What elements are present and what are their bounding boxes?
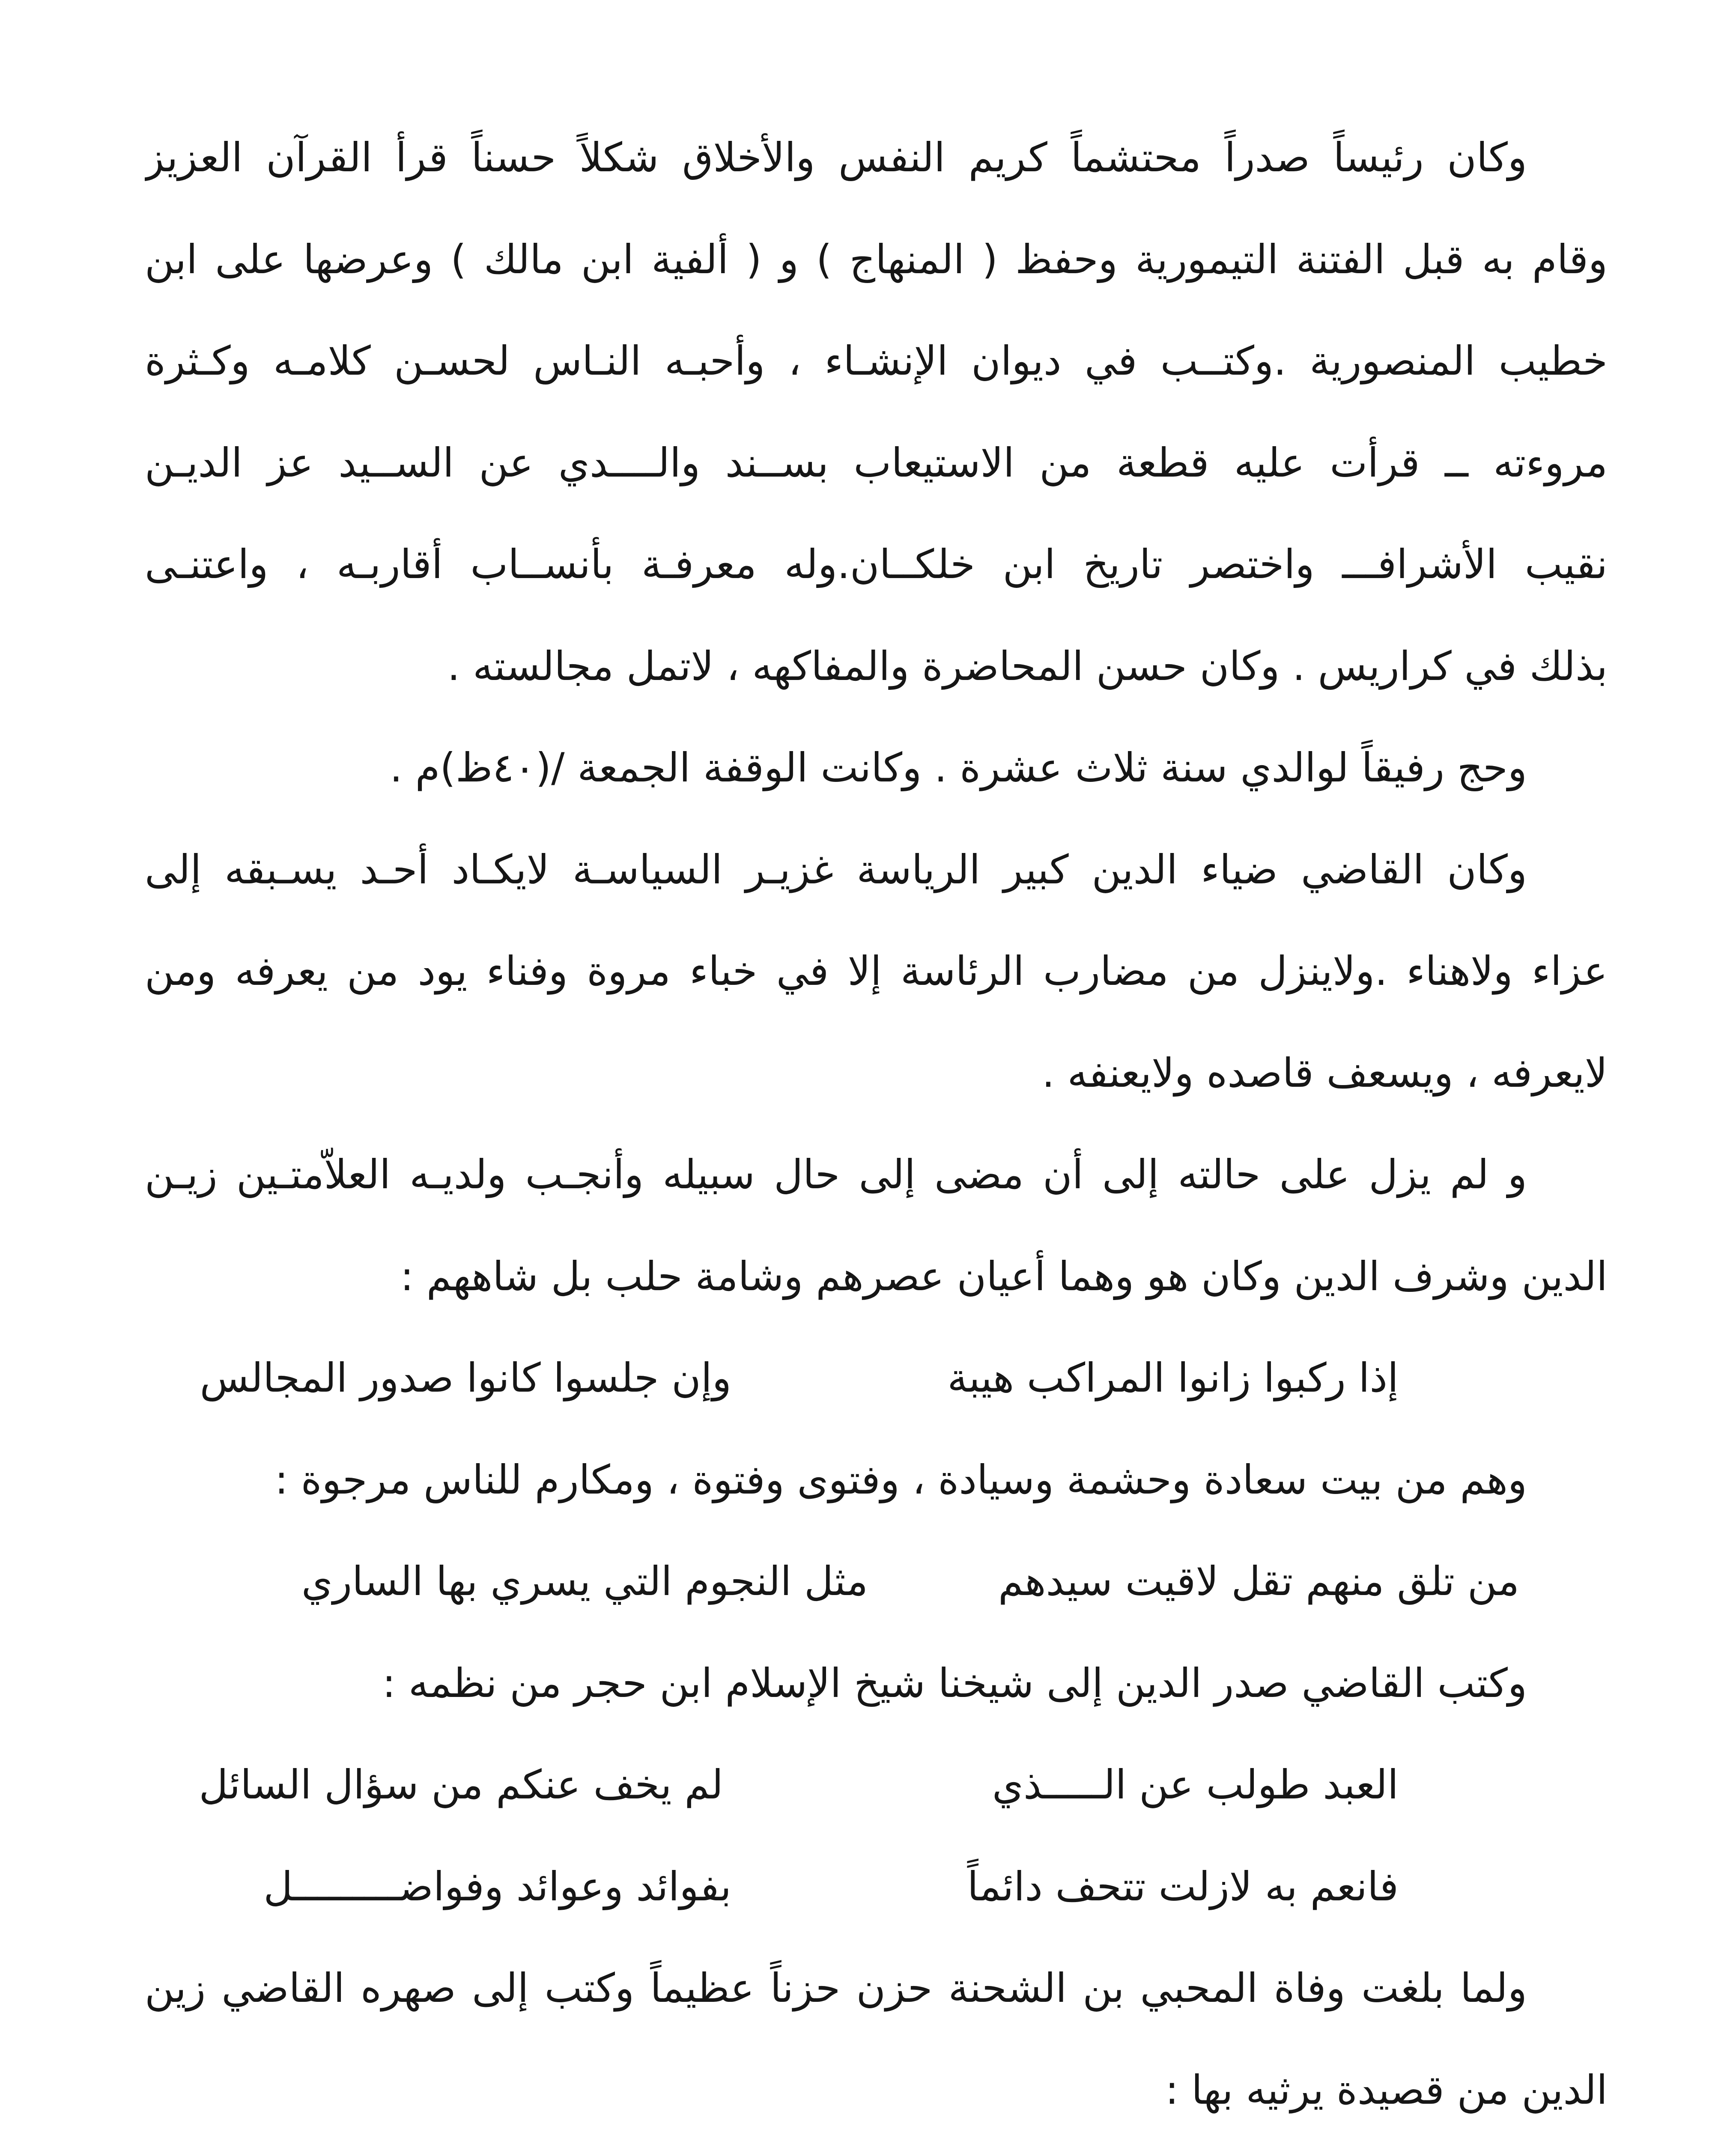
verse-1-second-hemistich: وإن جلسوا كانوا صدور المجالس xyxy=(200,1355,731,1401)
text-line-11 xyxy=(145,1124,1608,1226)
text-line-14-content: وهم من بيت سعادة وحشمة وسيادة ، وفتوى وفتوة ، ومكارم للناس مرجوة : xyxy=(274,1456,1527,1503)
verse-2-second-hemistich: مثل النجوم التي يسري بها الساري xyxy=(301,1558,868,1605)
verse-2-first-hemistich: من تلق منهم تقل لاقيت سيدهم xyxy=(998,1558,1519,1605)
verse-2 xyxy=(145,1531,1608,1633)
text-line-8 xyxy=(145,819,1608,921)
text-line-3-content: خطيب المنصورية .وكتــب في ديوان الإنشـاء ، وأحبـه النـاس لحسـن كلامـه وكـثرة xyxy=(145,338,1608,385)
text-line-6-content: بذلك في كراريس . وكان حسن المحاضرة والمفاكهه ، لاتمل مجالسته . xyxy=(447,643,1608,690)
verse-1 xyxy=(145,1327,1608,1429)
text-line-12 xyxy=(145,1226,1608,1328)
text-line-4-content: مروءته ــ قرأت عليه قطعة من الاستيعاب بســند والــــدي عن الســيد عز الديـن xyxy=(145,439,1608,486)
text-line-5-content: نقيب الأشرافـــ واختصر تاريخ ابن خلكــان.وله معرفـة بأنســاب أقاربـه ، واعتنـى xyxy=(145,541,1608,588)
verse-4-first-hemistich: فانعم به لازلت تتحف دائماً xyxy=(967,1863,1399,1910)
text-line-16 xyxy=(145,1633,1608,1735)
text-line-20-content: الدين من قصيدة يرثيه بها : xyxy=(1165,2066,1608,2114)
verse-4 xyxy=(145,1836,1608,1938)
text-line-2-content: وقام به قبل الفتنة التيمورية وحفظ ( المنهاج ) و ( ألفية ابن مالك ) وعرضها على ابن xyxy=(145,236,1608,283)
text-line-14 xyxy=(145,1429,1608,1531)
text-line-19-content: ولما بلغت وفاة المحبي بن الشحنة حزن حزناً عظيماً وكتب إلى صهره القاضي زين xyxy=(145,1965,1527,2012)
text-line-1-content: وكان رئيساً صدراً محتشماً كريم النفس والأخلاق شكلاً حسناً قرأ القرآن العزيز xyxy=(145,134,1527,181)
text-line-4 xyxy=(145,412,1608,514)
text-line-10-content: لايعرفه ، ويسعف قاصده ولايعنفه . xyxy=(1042,1050,1608,1097)
text-line-1 xyxy=(145,107,1608,209)
verse-4-second-hemistich: بفوائد وعوائد وفواضـــــــــل xyxy=(263,1863,731,1910)
page-body-text xyxy=(145,107,1608,2141)
text-line-19 xyxy=(145,1938,1608,2040)
verse-1-first-hemistich: إذا ركبوا زانوا المراكب هيبة xyxy=(947,1355,1399,1401)
text-line-9 xyxy=(145,921,1608,1023)
text-line-7-content: وحج رفيقاً لوالدي سنة ثلاث عشرة . وكانت الوقفة الجمعة /(٤٠ظ)م . xyxy=(390,745,1527,791)
text-line-10 xyxy=(145,1023,1608,1124)
text-line-2 xyxy=(145,209,1608,311)
text-line-6 xyxy=(145,616,1608,718)
text-line-3 xyxy=(145,310,1608,412)
verse-3-first-hemistich: العبد طولب عن الـــــذي xyxy=(992,1762,1399,1808)
text-line-8-content: وكان القاضي ضياء الدين كبير الرياسة غزيـر السياسـة لايكـاد أحـد يسـبقه إلى xyxy=(145,846,1527,893)
text-line-11-content: و لم يزل على حالته إلى أن مضى إلى حال سبيله وأنجـب ولديـه العلاّمتـين زيـن xyxy=(145,1151,1527,1198)
verse-3-second-hemistich: لم يخف عنكم من سؤال السائل xyxy=(199,1762,723,1808)
text-line-9-content: عزاء ولاهناء .ولاينزل من مضارب الرئاسة إلا في خباء مروة وفناء يود من يعرفه ومن xyxy=(145,948,1608,995)
text-line-20 xyxy=(145,2040,1608,2141)
text-line-16-content: وكتب القاضي صدر الدين إلى شيخنا شيخ الإسلام ابن حجر من نظمه : xyxy=(382,1660,1527,1707)
text-line-5 xyxy=(145,514,1608,616)
text-line-12-content: الدين وشرف الدين وكان هو وهما أعيان عصرهم وشامة حلب بل شاههم : xyxy=(400,1253,1608,1300)
verse-3 xyxy=(145,1734,1608,1836)
text-line-7 xyxy=(145,717,1608,819)
